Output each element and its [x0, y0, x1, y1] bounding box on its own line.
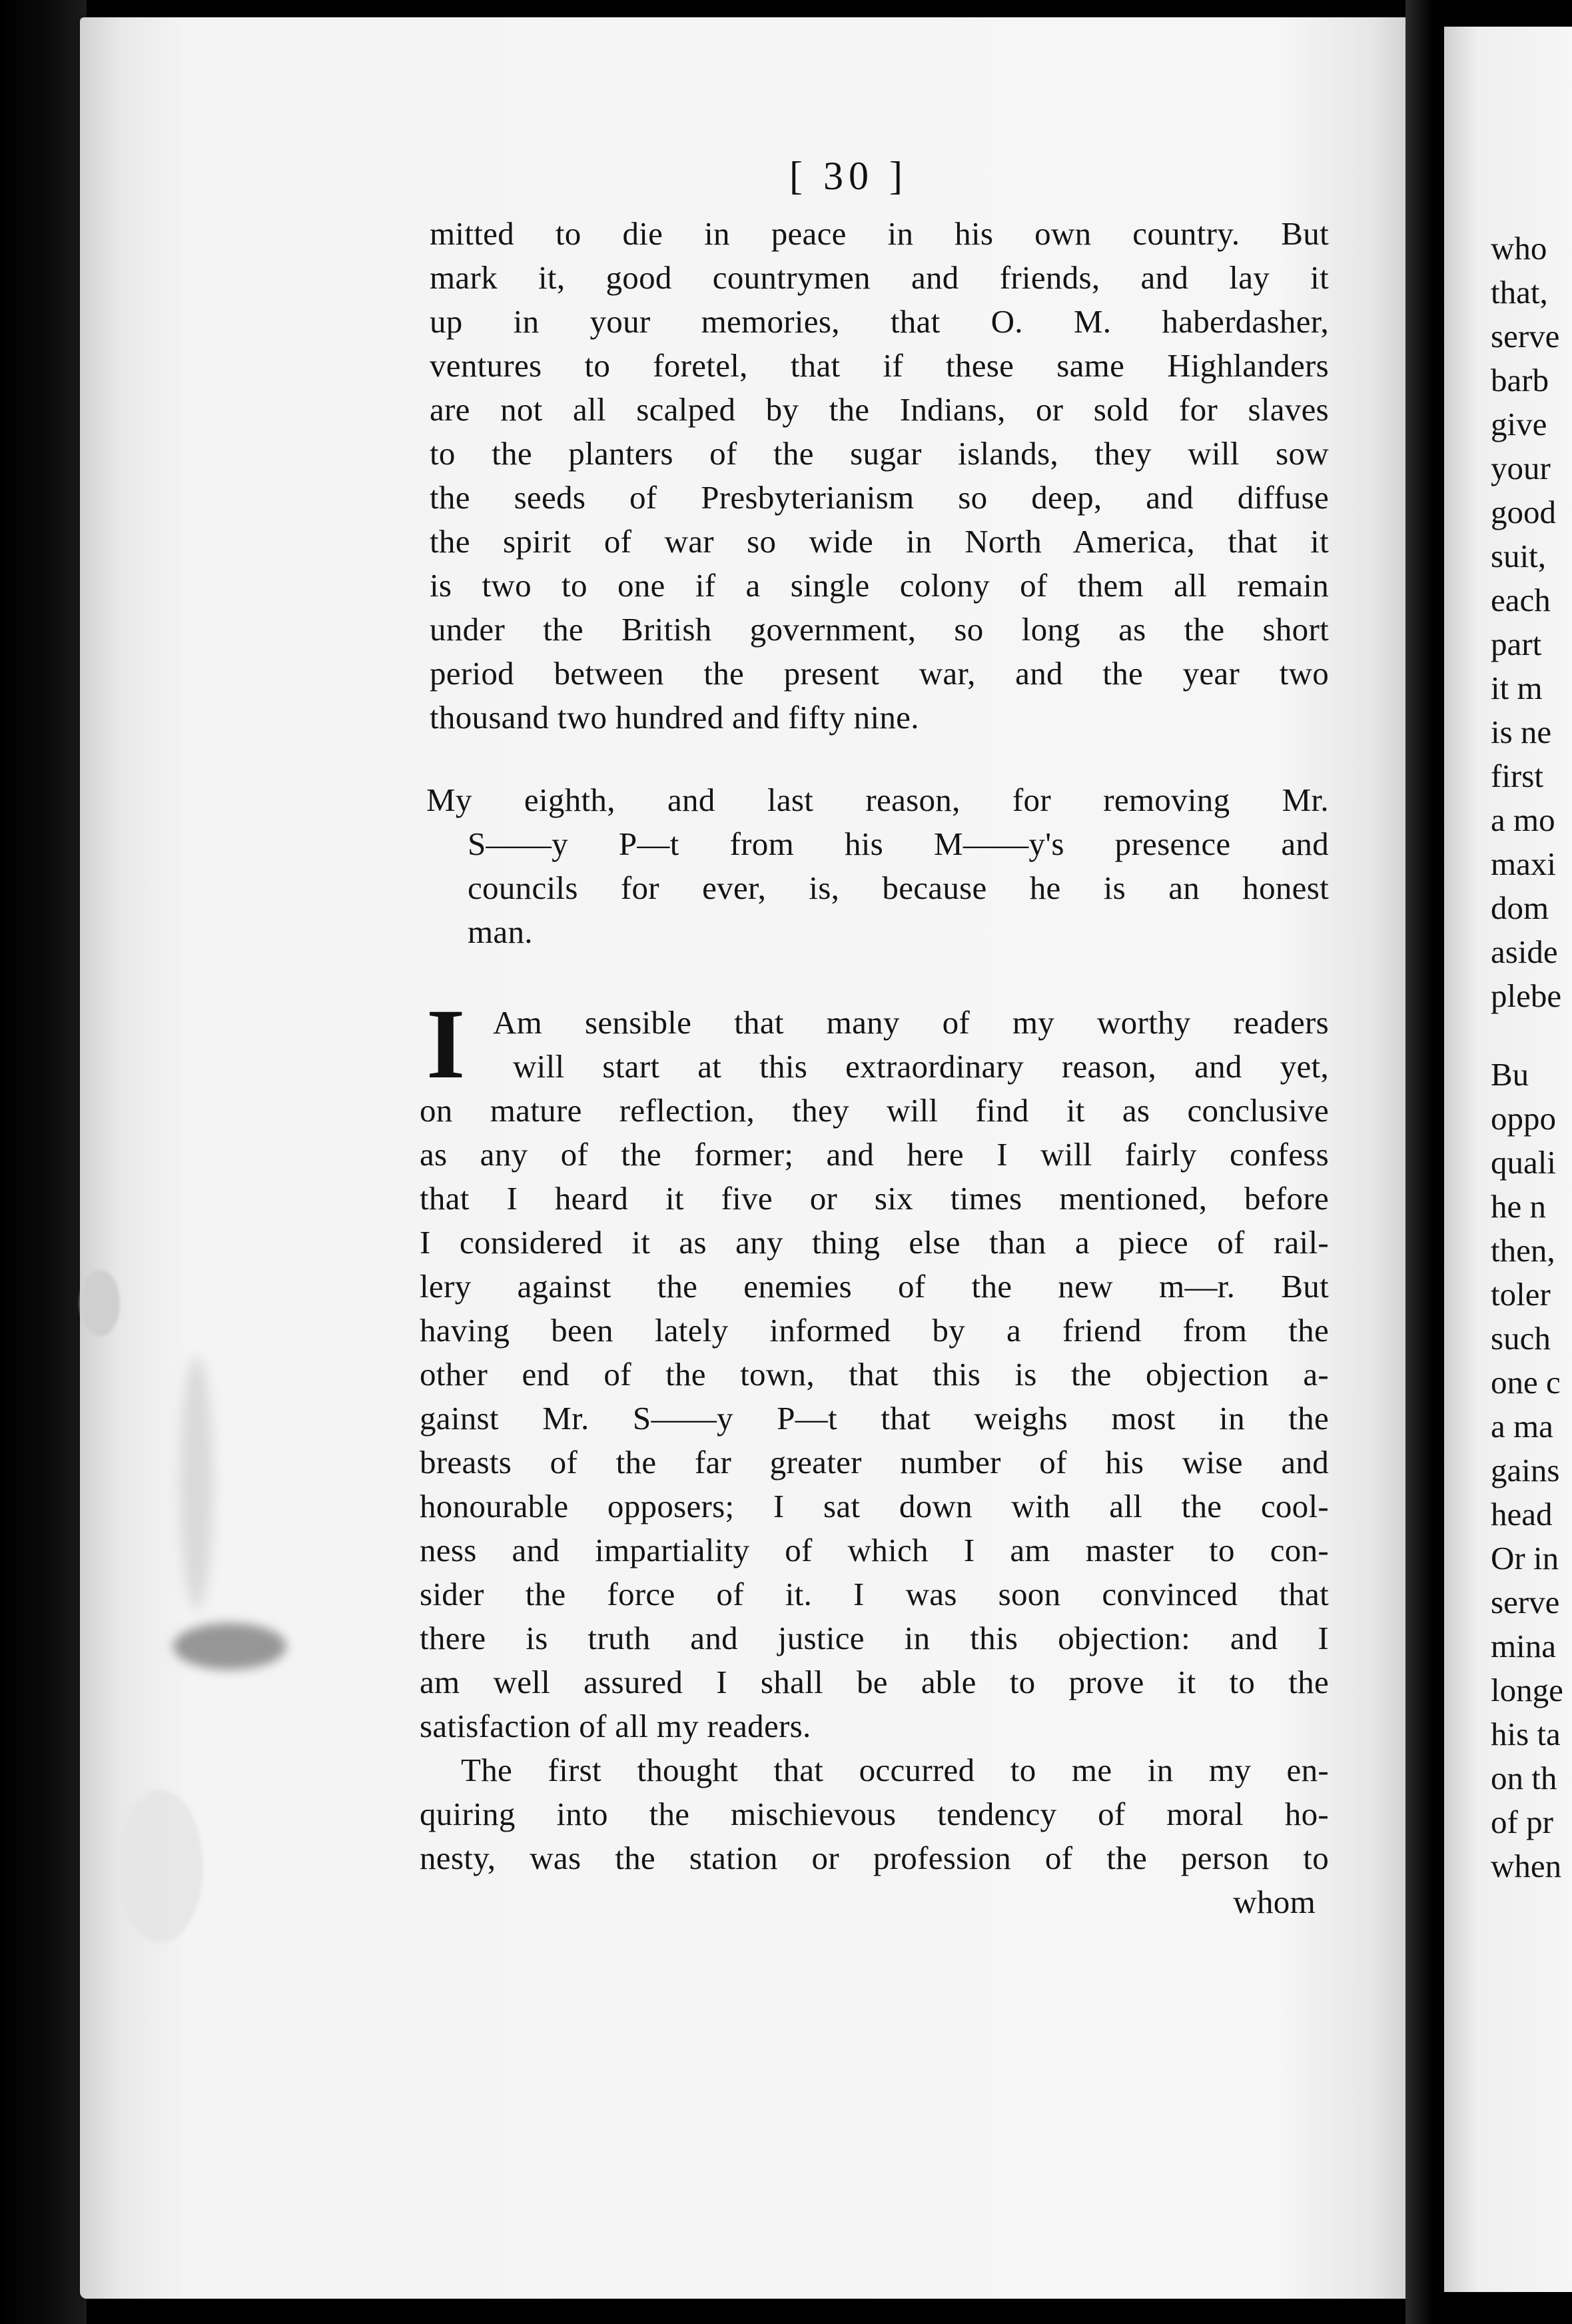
facing-page-fragment: head: [1491, 1496, 1553, 1532]
text-line: to the planters of the sugar islands, they will sow: [430, 435, 1329, 472]
facing-page-fragment: oppo: [1491, 1100, 1556, 1137]
text-line: breasts of the far greater number of his wise and: [420, 1444, 1329, 1480]
facing-page-fragment: a mo: [1491, 802, 1555, 838]
text-line: mark it, good countrymen and friends, and lay it: [430, 259, 1329, 296]
facing-page-text-top: [1491, 227, 1561, 1018]
text-line: there is truth and justice in this objection: and I: [420, 1620, 1329, 1656]
facing-page-fragment: good: [1491, 494, 1556, 530]
facing-page-fragment: gains: [1491, 1452, 1560, 1488]
page-number: [ 30 ]: [789, 154, 908, 198]
paragraph-body: [420, 1748, 1329, 1880]
paper-damage-mark: [117, 1790, 203, 1943]
text-line: The first thought that occurred to me in my en-: [461, 1752, 1329, 1788]
text-line: that I heard it five or six times mentioned, before: [420, 1180, 1329, 1217]
paper-damage-mark: [80, 1270, 120, 1337]
facing-page-fragment: Bu: [1491, 1056, 1529, 1093]
text-line: ness and impartiality of which I am master to con-: [420, 1532, 1329, 1568]
facing-page-fragment: is ne: [1491, 714, 1552, 750]
text-line: is two to one if a single colony of them all remain: [430, 567, 1329, 604]
facing-page-fragment: one c: [1491, 1364, 1561, 1401]
text-line: other end of the town, that this is the objection a-: [420, 1356, 1329, 1393]
facing-page-fragment: quali: [1491, 1144, 1556, 1181]
text-line: up in your memories, that O. M. haberdasher,: [430, 303, 1329, 340]
text-line: as any of the former; and here I will fairly confess: [420, 1136, 1329, 1173]
drop-cap-initial: I: [426, 989, 466, 1099]
text-line: nesty, was the station or profession of the person to: [420, 1840, 1329, 1876]
facing-page-fragment: then,: [1491, 1232, 1555, 1269]
text-line: gainst Mr. S——y P—t that weighs most in the: [420, 1400, 1329, 1437]
book-binding-edge: [0, 0, 87, 2324]
text-line: will start at this extraordinary reason, and yet,: [513, 1048, 1329, 1085]
facing-page-fragment: longe: [1491, 1672, 1563, 1708]
facing-page-fragment: part: [1491, 626, 1542, 662]
facing-page-fragment: his ta: [1491, 1716, 1561, 1752]
heading-line: S——y P—t from his M——y's presence and: [468, 826, 1329, 862]
text-line: under the British government, so long as the short: [430, 611, 1329, 648]
paragraph-body: [420, 1001, 1329, 1748]
facing-page-fragment: each: [1491, 582, 1551, 618]
text-line: lery against the enemies of the new m—r. But: [420, 1268, 1329, 1305]
text-line: period between the present war, and the year two: [430, 655, 1329, 692]
facing-page-fragment: serve: [1491, 1584, 1560, 1620]
text-line: having been lately informed by a friend from the: [420, 1312, 1329, 1349]
facing-page-fragment: aside: [1491, 933, 1558, 970]
facing-page-fragment: such: [1491, 1320, 1551, 1357]
facing-page-fragment: he n: [1491, 1188, 1546, 1225]
facing-page-fragment: your: [1491, 450, 1551, 486]
text-line: honourable opposers; I sat down with all the cool-: [420, 1488, 1329, 1524]
heading-line: man.: [468, 913, 533, 950]
facing-page-fragment: when: [1491, 1848, 1562, 1884]
facing-page-fragment: Or in: [1491, 1540, 1559, 1576]
text-line: sider the force of it. I was soon convinced that: [420, 1576, 1329, 1612]
facing-page-fragment: barb: [1491, 362, 1549, 398]
text-line: Am sensible that many of my worthy readers: [493, 1004, 1329, 1041]
text-line: I considered it as any thing else than a piece of rail-: [420, 1224, 1329, 1261]
facing-page-fragment: first: [1491, 758, 1543, 794]
text-line: are not all scalped by the Indians, or sold for slaves: [430, 391, 1329, 428]
text-line: mitted to die in peace in his own country. But: [430, 215, 1329, 252]
heading-line: My eighth, and last reason, for removing Mr.: [426, 782, 1329, 818]
catchword: [999, 1880, 1316, 1924]
facing-page-fragment: that,: [1491, 274, 1548, 310]
facing-page-fragment: plebe: [1491, 977, 1562, 1014]
text-line: ventures to foretel, that if these same Highlanders: [430, 347, 1329, 384]
paragraph-continuation: [430, 212, 1329, 740]
facing-page-fragment: mina: [1491, 1628, 1556, 1664]
facing-page-fragment: who: [1491, 230, 1547, 267]
facing-page-text-bottom: [1491, 1053, 1563, 1888]
text-line: thousand two hundred and fifty nine.: [430, 699, 919, 736]
catchword-text: whom: [1233, 1884, 1316, 1920]
eighth-reason-heading: [426, 778, 1329, 954]
facing-page-fragment: of pr: [1491, 1804, 1553, 1840]
book-gutter: [1405, 0, 1445, 2324]
text-line: am well assured I shall be able to prove it to the: [420, 1664, 1329, 1700]
text-line: the spirit of war so wide in North America, that it: [430, 523, 1329, 560]
facing-page-edge: [1444, 27, 1572, 2292]
facing-page-fragment: a ma: [1491, 1408, 1553, 1445]
facing-page-fragment: dom: [1491, 889, 1549, 926]
facing-page-fragment: it m: [1491, 670, 1543, 706]
text-line: on mature reflection, they will find it as conclusive: [420, 1092, 1329, 1129]
facing-page-fragment: maxi: [1491, 846, 1556, 882]
paper-stain: [180, 1357, 213, 1610]
facing-page-fragment: give: [1491, 406, 1547, 442]
facing-page-fragment: toler: [1491, 1276, 1551, 1313]
text-line: satisfaction of all my readers.: [420, 1708, 811, 1744]
facing-page-fragment: serve: [1491, 318, 1560, 354]
text-line: quiring into the mischievous tendency of moral ho-: [420, 1796, 1329, 1832]
text-line: the seeds of Presbyterianism so deep, and diffuse: [430, 479, 1329, 516]
facing-page-fragment: suit,: [1491, 538, 1547, 574]
ink-smudge: [173, 1623, 286, 1670]
heading-line: councils for ever, is, because he is an honest: [468, 870, 1329, 906]
facing-page-fragment: on th: [1491, 1760, 1557, 1796]
